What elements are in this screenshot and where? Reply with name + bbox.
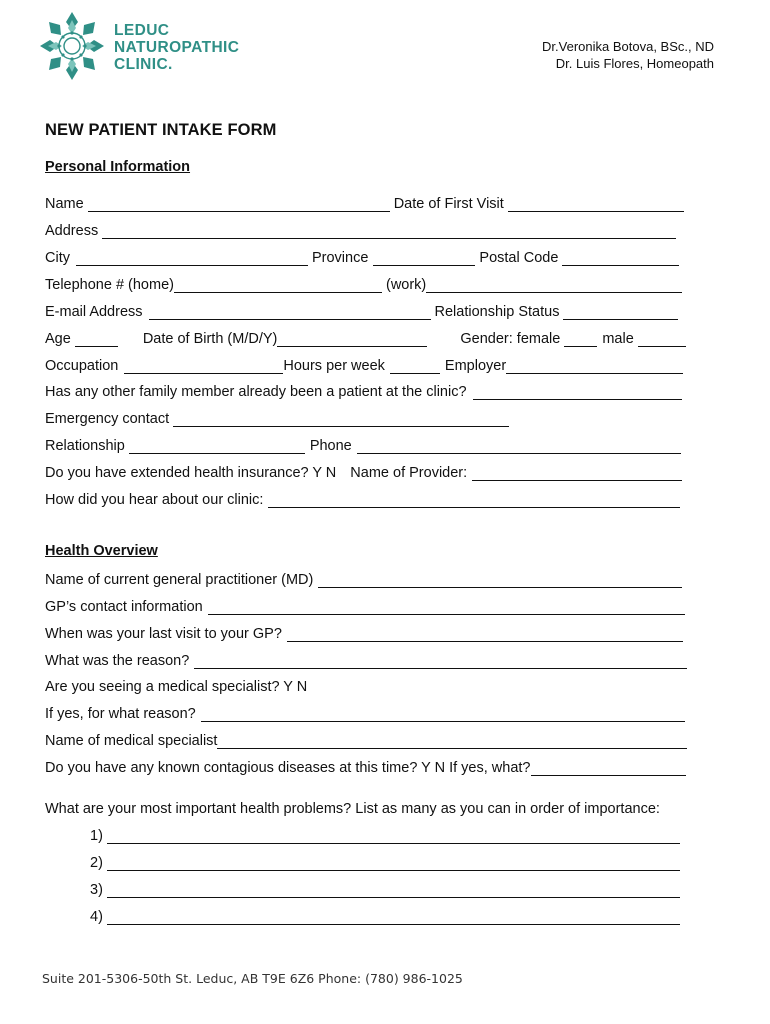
gp-name-label: Name of current general practitioner (MD) bbox=[45, 572, 314, 588]
form-title: NEW PATIENT INTAKE FORM bbox=[45, 121, 277, 139]
gender-male-label: male bbox=[602, 331, 634, 347]
row-gp-contact bbox=[45, 596, 687, 618]
name-label: Name bbox=[45, 196, 84, 212]
gender-female-field[interactable] bbox=[564, 329, 597, 347]
postal-code-label: Postal Code bbox=[479, 250, 559, 266]
dob-field[interactable] bbox=[277, 329, 427, 347]
city-label: City bbox=[45, 250, 70, 266]
problem-number: 3) bbox=[90, 882, 103, 898]
gender-male-field[interactable] bbox=[638, 329, 686, 347]
row-relationship bbox=[45, 435, 687, 457]
specialist-name-label: Name of medical specialist bbox=[45, 733, 218, 749]
row-address bbox=[45, 220, 687, 242]
doctor-1: Dr.Veronika Botova, BSc., ND bbox=[542, 39, 714, 54]
province-label: Province bbox=[311, 250, 369, 266]
row-specialist-reason bbox=[45, 703, 687, 725]
dob-label: Date of Birth (M/D/Y) bbox=[142, 331, 278, 347]
clinic-name bbox=[114, 22, 239, 73]
telephone-work-field[interactable] bbox=[426, 275, 682, 293]
problem-item bbox=[90, 906, 680, 928]
phone-label: Phone bbox=[309, 438, 352, 454]
first-visit-field[interactable] bbox=[508, 194, 684, 212]
gender-female-label: Gender: female bbox=[460, 331, 561, 347]
logo-line-1: LEDUC bbox=[114, 22, 170, 39]
hear-about-label: How did you hear about our clinic: bbox=[45, 492, 264, 508]
last-visit-field[interactable] bbox=[287, 624, 683, 642]
hear-about-field[interactable] bbox=[268, 490, 680, 508]
phone-field[interactable] bbox=[357, 436, 681, 454]
email-label: E-mail Address bbox=[45, 304, 143, 320]
name-field[interactable] bbox=[88, 194, 390, 212]
row-city bbox=[45, 247, 687, 269]
hours-per-week-label: Hours per week bbox=[283, 358, 385, 374]
row-age bbox=[45, 328, 687, 350]
logo-line-3: CLINIC. bbox=[114, 56, 173, 73]
problem-field-2[interactable] bbox=[107, 853, 680, 871]
relationship-field[interactable] bbox=[129, 436, 305, 454]
doctors-list bbox=[542, 38, 714, 72]
reason-field[interactable] bbox=[194, 651, 687, 669]
section-health-heading: Health Overview bbox=[45, 543, 158, 559]
row-emergency-contact bbox=[45, 408, 687, 430]
reason-label: What was the reason? bbox=[45, 653, 190, 669]
section-personal-heading: Personal Information bbox=[45, 159, 191, 175]
family-patient-label: Has any other family member already been a patient at the clinic? bbox=[45, 384, 467, 400]
last-visit-label: When was your last visit to your GP? bbox=[45, 626, 282, 642]
problem-field-1[interactable] bbox=[107, 826, 680, 844]
specialist-name-field[interactable] bbox=[217, 731, 687, 749]
gp-contact-field[interactable] bbox=[208, 597, 685, 615]
family-patient-field[interactable] bbox=[473, 382, 682, 400]
postal-code-field[interactable] bbox=[562, 248, 679, 266]
specialist-reason-field[interactable] bbox=[201, 704, 685, 722]
age-field[interactable] bbox=[75, 329, 118, 347]
row-contagious bbox=[45, 757, 687, 779]
row-telephone bbox=[45, 274, 687, 296]
specialist-reason-label: If yes, for what reason? bbox=[45, 706, 196, 722]
row-family-patient bbox=[45, 381, 687, 403]
problem-number: 4) bbox=[90, 909, 103, 925]
occupation-field[interactable] bbox=[124, 356, 283, 374]
work-label: (work) bbox=[385, 277, 427, 293]
clinic-logo-icon bbox=[38, 10, 106, 82]
row-hear-about bbox=[45, 489, 687, 511]
doctor-2: Dr. Luis Flores, Homeopath bbox=[555, 56, 714, 71]
city-field[interactable] bbox=[76, 248, 308, 266]
clinic-address-footer: Suite 201-5306-50th St. Leduc, AB T9E 6Z6 Phone: (780) 986-1025 bbox=[42, 971, 463, 986]
row-last-visit bbox=[45, 623, 687, 645]
address-field[interactable] bbox=[102, 221, 676, 239]
age-label: Age bbox=[45, 331, 71, 347]
gp-contact-label: GP’s contact information bbox=[45, 599, 203, 615]
employer-field[interactable] bbox=[506, 356, 683, 374]
employer-label: Employer bbox=[444, 358, 507, 374]
problem-field-4[interactable] bbox=[107, 907, 680, 925]
occupation-label: Occupation bbox=[45, 358, 119, 374]
row-reason bbox=[45, 650, 687, 672]
specialist-label: Are you seeing a medical specialist? Y N bbox=[45, 679, 308, 695]
logo-line-2: NATUROPATHIC bbox=[114, 39, 240, 56]
email-field[interactable] bbox=[149, 302, 431, 320]
row-specialist bbox=[45, 676, 687, 698]
relationship-label: Relationship bbox=[45, 438, 125, 454]
emergency-contact-label: Emergency contact bbox=[45, 411, 170, 427]
contagious-field[interactable] bbox=[531, 758, 687, 776]
row-email bbox=[45, 301, 687, 323]
gp-name-field[interactable] bbox=[318, 570, 682, 588]
contagious-label: Do you have any known contagious diseases at this time? Y N If yes, what? bbox=[45, 760, 531, 776]
problem-item bbox=[90, 879, 680, 901]
relationship-status-label: Relationship Status bbox=[434, 304, 560, 320]
row-name bbox=[45, 193, 687, 215]
emergency-contact-field[interactable] bbox=[173, 409, 509, 427]
province-field[interactable] bbox=[373, 248, 475, 266]
row-insurance bbox=[45, 462, 687, 484]
row-occupation bbox=[45, 355, 687, 377]
relationship-status-field[interactable] bbox=[563, 302, 678, 320]
row-problems bbox=[45, 798, 687, 820]
row-specialist-name bbox=[45, 730, 687, 752]
provider-label: Name of Provider: bbox=[350, 465, 468, 481]
problem-number: 1) bbox=[90, 828, 103, 844]
problem-item bbox=[90, 825, 680, 847]
problem-number: 2) bbox=[90, 855, 103, 871]
address-label: Address bbox=[45, 223, 99, 239]
telephone-home-field[interactable] bbox=[174, 275, 382, 293]
hours-per-week-field[interactable] bbox=[390, 356, 440, 374]
first-visit-label: Date of First Visit bbox=[393, 196, 504, 212]
insurance-label: Do you have extended health insurance? Y N bbox=[45, 465, 337, 481]
provider-field[interactable] bbox=[472, 463, 682, 481]
problem-field-3[interactable] bbox=[107, 880, 680, 898]
row-gp-name bbox=[45, 569, 687, 591]
problem-item bbox=[90, 852, 680, 874]
telephone-home-label: Telephone # (home) bbox=[45, 277, 174, 293]
problems-label: What are your most important health problems? List as many as you can in order of importance: bbox=[45, 801, 660, 817]
